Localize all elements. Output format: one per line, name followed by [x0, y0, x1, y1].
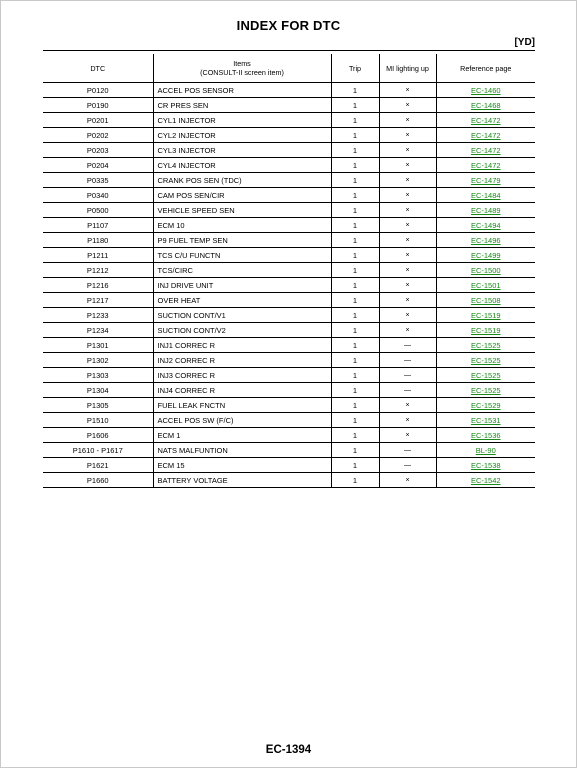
item-name-cell: CRANK POS SEN (TDC) [153, 173, 331, 188]
mil-indicator-cell: × [379, 413, 436, 428]
reference-cell [436, 113, 535, 128]
mil-indicator-cell: × [379, 128, 436, 143]
reference-page-link[interactable]: EC-1542 [470, 475, 501, 485]
dtc-code-cell: P0203 [43, 143, 153, 158]
table-row [43, 293, 535, 308]
item-name-cell: TCS C/U FUNCTN [153, 248, 331, 263]
mil-indicator-cell: × [379, 98, 436, 113]
table-row [43, 368, 535, 383]
trip-cell: 1 [331, 413, 379, 428]
item-name-cell: TCS/CIRC [153, 263, 331, 278]
reference-cell [436, 338, 535, 353]
item-name-cell: BATTERY VOLTAGE [153, 473, 331, 488]
header-items-line1: Items [233, 59, 251, 68]
item-name-cell: CAM POS SEN/CIR [153, 188, 331, 203]
dtc-code-cell: P1234 [43, 323, 153, 338]
reference-page-link[interactable]: EC-1501 [470, 280, 501, 290]
reference-page-link[interactable]: EC-1538 [470, 460, 501, 470]
table-row [43, 203, 535, 218]
dtc-code-cell: P0120 [43, 83, 153, 98]
reference-cell [436, 173, 535, 188]
reference-cell [436, 248, 535, 263]
trip-cell: 1 [331, 248, 379, 263]
trip-cell: 1 [331, 428, 379, 443]
dtc-index-table [43, 54, 535, 488]
item-name-cell: ACCEL POS SENSOR [153, 83, 331, 98]
dtc-code-cell: P1304 [43, 383, 153, 398]
mil-indicator-cell: — [379, 443, 436, 458]
reference-page-link[interactable]: EC-1525 [470, 370, 501, 380]
reference-page-link[interactable]: EC-1519 [470, 325, 501, 335]
item-name-cell: CYL3 INJECTOR [153, 143, 331, 158]
header-reference: Reference page [436, 54, 535, 83]
reference-cell [436, 278, 535, 293]
mil-indicator-cell: × [379, 263, 436, 278]
reference-page-link[interactable]: EC-1494 [470, 220, 501, 230]
reference-cell [436, 413, 535, 428]
mil-indicator-cell: — [379, 338, 436, 353]
table-row [43, 143, 535, 158]
table-row [43, 413, 535, 428]
trip-cell: 1 [331, 278, 379, 293]
item-name-cell: SUCTION CONT/V2 [153, 323, 331, 338]
reference-page-link[interactable]: EC-1525 [470, 385, 501, 395]
table-row [43, 98, 535, 113]
dtc-code-cell: P0202 [43, 128, 153, 143]
dtc-code-cell: P1510 [43, 413, 153, 428]
table-row [43, 278, 535, 293]
reference-page-link[interactable]: EC-1500 [470, 265, 501, 275]
item-name-cell: SUCTION CONT/V1 [153, 308, 331, 323]
item-name-cell: INJ4 CORREC R [153, 383, 331, 398]
reference-page-link[interactable]: EC-1508 [470, 295, 501, 305]
header-dtc: DTC [43, 54, 153, 83]
reference-cell [436, 353, 535, 368]
trip-cell: 1 [331, 98, 379, 113]
table-row [43, 353, 535, 368]
top-rule [43, 50, 535, 51]
reference-cell [436, 263, 535, 278]
trip-cell: 1 [331, 383, 379, 398]
trip-cell: 1 [331, 473, 379, 488]
trip-cell: 1 [331, 143, 379, 158]
item-name-cell: FUEL LEAK FNCTN [153, 398, 331, 413]
trip-cell: 1 [331, 443, 379, 458]
reference-cell [436, 398, 535, 413]
item-name-cell: CYL4 INJECTOR [153, 158, 331, 173]
reference-cell [436, 128, 535, 143]
dtc-code-cell: P1233 [43, 308, 153, 323]
trip-cell: 1 [331, 323, 379, 338]
dtc-code-cell: P1217 [43, 293, 153, 308]
item-name-cell: ACCEL POS SW (F/C) [153, 413, 331, 428]
reference-page-link[interactable]: EC-1472 [470, 160, 501, 170]
trip-cell: 1 [331, 398, 379, 413]
table-row [43, 428, 535, 443]
trip-cell: 1 [331, 263, 379, 278]
header-items-line2: (CONSULT-II screen item) [200, 68, 284, 77]
dtc-code-cell: P0340 [43, 188, 153, 203]
mil-indicator-cell: × [379, 248, 436, 263]
table-row [43, 188, 535, 203]
reference-cell [436, 383, 535, 398]
reference-page-link[interactable]: EC-1479 [470, 175, 501, 185]
item-name-cell: INJ1 CORREC R [153, 338, 331, 353]
reference-page-link[interactable]: EC-1529 [470, 400, 501, 410]
table-row [43, 458, 535, 473]
dtc-code-cell: P1303 [43, 368, 153, 383]
trip-cell: 1 [331, 368, 379, 383]
table-row [43, 338, 535, 353]
mil-indicator-cell: × [379, 398, 436, 413]
table-row [43, 173, 535, 188]
reference-cell [436, 323, 535, 338]
mil-indicator-cell: × [379, 173, 436, 188]
dtc-code-cell: P1301 [43, 338, 153, 353]
trip-cell: 1 [331, 233, 379, 248]
trip-cell: 1 [331, 173, 379, 188]
item-name-cell: INJ DRIVE UNIT [153, 278, 331, 293]
item-name-cell: ECM 10 [153, 218, 331, 233]
table-row [43, 218, 535, 233]
table-body [43, 83, 535, 488]
mil-indicator-cell: × [379, 113, 436, 128]
dtc-code-cell: P1305 [43, 398, 153, 413]
reference-page-link[interactable]: EC-1531 [470, 415, 501, 425]
table-row [43, 443, 535, 458]
dtc-code-cell: P1660 [43, 473, 153, 488]
reference-cell [436, 308, 535, 323]
reference-cell [436, 473, 535, 488]
table-row [43, 233, 535, 248]
reference-page-link[interactable]: EC-1472 [470, 130, 501, 140]
mil-indicator-cell: × [379, 188, 436, 203]
mil-indicator-cell: × [379, 143, 436, 158]
mil-indicator-cell: — [379, 368, 436, 383]
item-name-cell: ECM 1 [153, 428, 331, 443]
item-name-cell: CYL2 INJECTOR [153, 128, 331, 143]
item-name-cell: P9 FUEL TEMP SEN [153, 233, 331, 248]
dtc-code-cell: P0500 [43, 203, 153, 218]
item-name-cell: INJ3 CORREC R [153, 368, 331, 383]
trip-cell: 1 [331, 293, 379, 308]
dtc-code-cell: P1621 [43, 458, 153, 473]
table-row [43, 263, 535, 278]
reference-cell [436, 143, 535, 158]
trip-cell: 1 [331, 353, 379, 368]
reference-page-link[interactable]: EC-1499 [470, 250, 501, 260]
dtc-code-cell: P1216 [43, 278, 153, 293]
reference-cell [436, 218, 535, 233]
reference-page-link[interactable]: EC-1484 [470, 190, 501, 200]
trip-cell: 1 [331, 113, 379, 128]
mil-indicator-cell: — [379, 353, 436, 368]
trip-cell: 1 [331, 338, 379, 353]
mil-indicator-cell: × [379, 473, 436, 488]
trip-cell: 1 [331, 218, 379, 233]
reference-page-link[interactable]: EC-1472 [470, 115, 501, 125]
table-row [43, 308, 535, 323]
reference-cell [436, 233, 535, 248]
reference-cell [436, 443, 535, 458]
dtc-code-cell: P1180 [43, 233, 153, 248]
item-name-cell: NATS MALFUNTION [153, 443, 331, 458]
reference-cell [436, 428, 535, 443]
reference-cell [436, 203, 535, 218]
mil-indicator-cell: × [379, 293, 436, 308]
trip-cell: 1 [331, 188, 379, 203]
header-trip: Trip [331, 54, 379, 83]
mil-indicator-cell: × [379, 428, 436, 443]
reference-cell [436, 188, 535, 203]
dtc-code-cell: P0190 [43, 98, 153, 113]
table-row [43, 248, 535, 263]
dtc-code-cell: P1302 [43, 353, 153, 368]
trip-cell: 1 [331, 203, 379, 218]
item-name-cell: CR PRES SEN [153, 98, 331, 113]
dtc-code-cell: P1606 [43, 428, 153, 443]
table-row [43, 158, 535, 173]
reference-page-link[interactable]: EC-1496 [470, 235, 501, 245]
page-title: INDEX FOR DTC [236, 18, 341, 33]
reference-page-link[interactable]: EC-1472 [470, 145, 501, 155]
dtc-code-cell: P1610 - P1617 [43, 443, 153, 458]
reference-page-link[interactable]: EC-1519 [470, 310, 501, 320]
reference-cell [436, 158, 535, 173]
mil-indicator-cell: × [379, 323, 436, 338]
reference-page-link[interactable]: EC-1525 [470, 355, 501, 365]
reference-cell [436, 368, 535, 383]
table-row [43, 473, 535, 488]
trip-cell: 1 [331, 158, 379, 173]
mil-indicator-cell: × [379, 308, 436, 323]
mil-indicator-cell: × [379, 233, 436, 248]
reference-page-link[interactable]: EC-1489 [470, 205, 501, 215]
dtc-code-cell: P1107 [43, 218, 153, 233]
mil-indicator-cell: × [379, 83, 436, 98]
header-mil: MI lighting up [379, 54, 436, 83]
page-number: EC-1394 [265, 744, 312, 756]
dtc-code-cell: P1211 [43, 248, 153, 263]
table-row [43, 383, 535, 398]
section-code: [YD] [514, 37, 535, 48]
reference-cell [436, 293, 535, 308]
table-row [43, 83, 535, 98]
mil-indicator-cell: × [379, 278, 436, 293]
table-row [43, 398, 535, 413]
trip-cell: 1 [331, 83, 379, 98]
item-name-cell: ECM 15 [153, 458, 331, 473]
item-name-cell: INJ2 CORREC R [153, 353, 331, 368]
mil-indicator-cell: — [379, 458, 436, 473]
reference-cell [436, 83, 535, 98]
table-row [43, 113, 535, 128]
reference-page-link[interactable]: EC-1460 [470, 85, 501, 95]
trip-cell: 1 [331, 308, 379, 323]
mil-indicator-cell: × [379, 218, 436, 233]
trip-cell: 1 [331, 458, 379, 473]
header-items [153, 54, 331, 83]
item-name-cell: VEHICLE SPEED SEN [153, 203, 331, 218]
item-name-cell: CYL1 INJECTOR [153, 113, 331, 128]
mil-indicator-cell: — [379, 383, 436, 398]
mil-indicator-cell: × [379, 203, 436, 218]
dtc-code-cell: P0204 [43, 158, 153, 173]
reference-cell [436, 98, 535, 113]
dtc-code-cell: P0335 [43, 173, 153, 188]
mil-indicator-cell: × [379, 158, 436, 173]
dtc-code-cell: P1212 [43, 263, 153, 278]
reference-page-link[interactable]: EC-1525 [470, 340, 501, 350]
table-header-row [43, 54, 535, 83]
table-row [43, 323, 535, 338]
dtc-code-cell: P0201 [43, 113, 153, 128]
reference-page-link[interactable]: EC-1536 [470, 430, 501, 440]
item-name-cell: OVER HEAT [153, 293, 331, 308]
table-row [43, 128, 535, 143]
trip-cell: 1 [331, 128, 379, 143]
reference-page-link[interactable]: BL-90 [475, 445, 496, 455]
reference-page-link[interactable]: EC-1468 [470, 100, 501, 110]
reference-cell [436, 458, 535, 473]
